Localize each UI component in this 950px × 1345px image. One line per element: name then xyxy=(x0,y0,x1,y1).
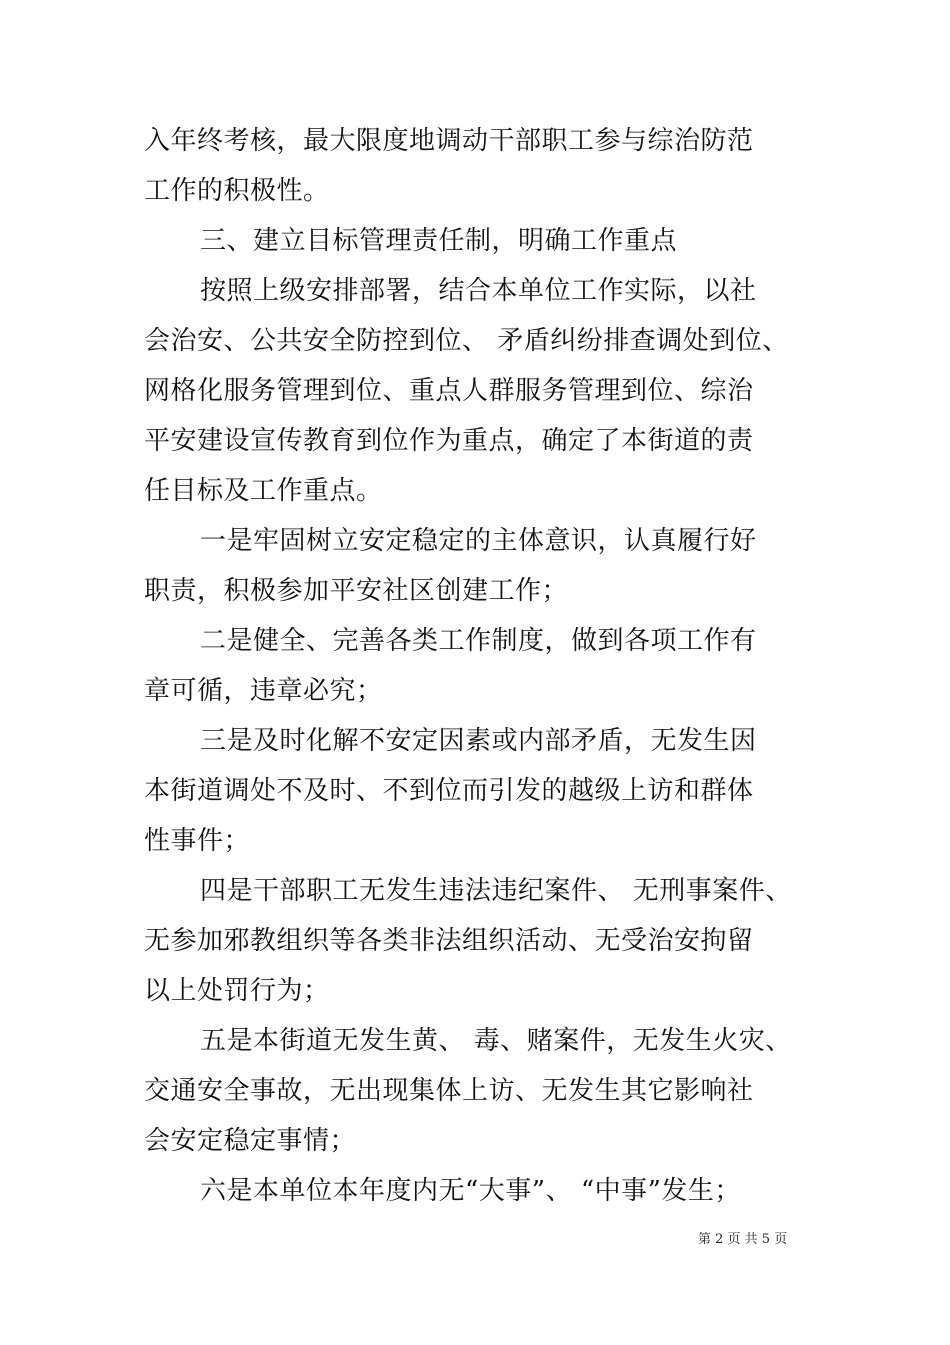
paragraph-line: 入年终考核，最大限度地调动干部职工参与综治防范 xyxy=(144,126,754,156)
paragraph-line: 五是本街道无发生黄、 毒、赌案件，无发生火灾、 xyxy=(200,1026,792,1056)
section-heading: 三、建立目标管理责任制，明确工作重点 xyxy=(200,226,678,256)
paragraph-line: 性事件； xyxy=(144,826,251,856)
paragraph-line: 任目标及工作重点。 xyxy=(144,476,383,506)
paragraph-line: 本街道调处不及时、不到位而引发的越级上访和群体 xyxy=(144,776,754,806)
paragraph-line: 三是及时化解不安定因素或内部矛盾，无发生因 xyxy=(200,726,757,756)
page-number-footer: 第 2 页 共 5 页 xyxy=(698,1232,788,1247)
paragraph-line: 会治安、公共安全防控到位、 矛盾纠纷排查调处到位、 xyxy=(144,326,789,356)
paragraph-line: 职责，积极参加平安社区创建工作； xyxy=(144,576,569,606)
paragraph-line: 四是干部职工无发生违法违纪案件、 无刑事案件、 xyxy=(200,876,792,906)
paragraph-line: 章可循，违章必究； xyxy=(144,676,383,706)
paragraph-line: 会安定稳定事情； xyxy=(144,1126,357,1156)
paragraph-line: 以上处罚行为； xyxy=(144,976,330,1006)
paragraph-line: 六是本单位本年度内无“大事”、 “中事”发生； xyxy=(200,1176,741,1206)
paragraph-line: 无参加邪教组织等各类非法组织活动、无受治安拘留 xyxy=(144,926,754,956)
paragraph-line: 二是健全、完善各类工作制度，做到各项工作有 xyxy=(200,626,757,656)
paragraph-line: 按照上级安排部署，结合本单位工作实际，以社 xyxy=(200,276,757,306)
paragraph-line: 交通安全事故，无出现集体上访、无发生其它影响社 xyxy=(144,1076,754,1106)
paragraph-line: 平安建设宣传教育到位作为重点，确定了本街道的责 xyxy=(144,426,754,456)
paragraph-line: 一是牢固树立安定稳定的主体意识，认真履行好 xyxy=(200,526,757,556)
paragraph-line: 网格化服务管理到位、重点人群服务管理到位、综治 xyxy=(144,376,754,406)
paragraph-line: 工作的积极性。 xyxy=(144,176,330,206)
